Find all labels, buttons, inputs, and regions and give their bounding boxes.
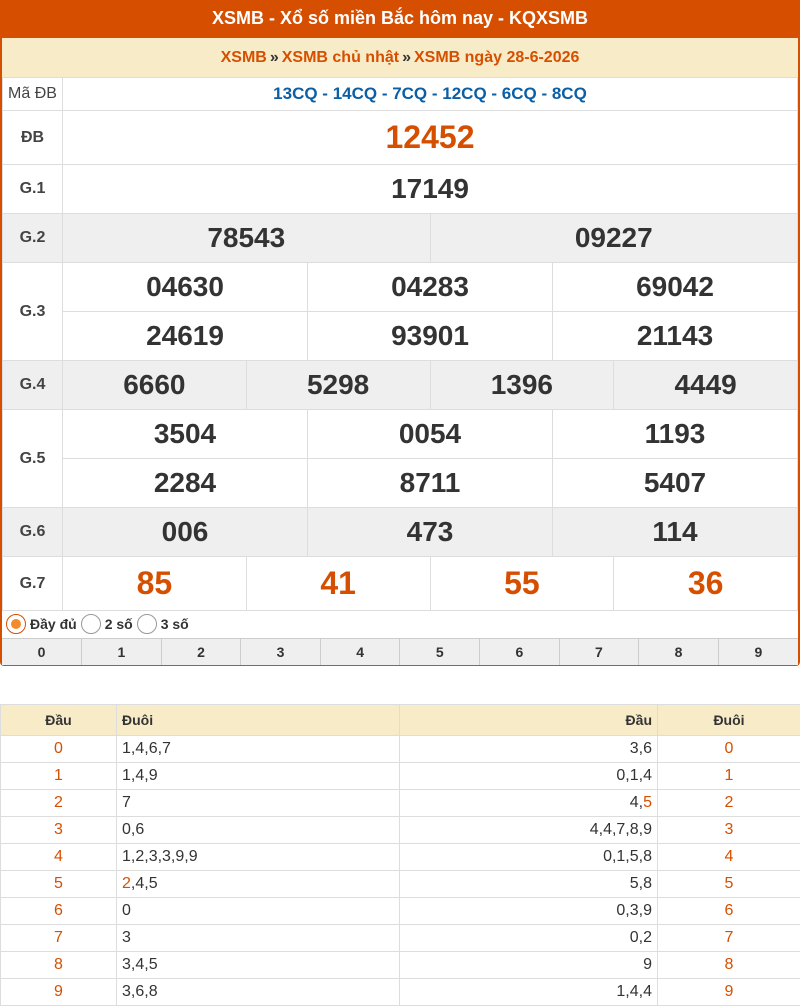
duoi-cell: 1,4,6,7	[117, 736, 400, 763]
dau-cell: 8	[1, 952, 117, 979]
radio-full-icon[interactable]	[6, 614, 26, 634]
duoi2-cell: 6	[658, 898, 800, 925]
g2-label: G.2	[3, 214, 63, 263]
duoi2-cell: 1	[658, 763, 800, 790]
ma-db-label: Mã ĐB	[3, 78, 63, 111]
radio-three-icon[interactable]	[137, 614, 157, 634]
digit-filter-0[interactable]: 0	[2, 639, 82, 665]
loto-header	[1, 705, 800, 736]
dau-cell: 2	[1, 790, 117, 817]
table-row	[1, 898, 800, 925]
dau2-cell: 9	[400, 952, 658, 979]
g6-number: 473	[308, 508, 553, 557]
dau-cell: 0	[1, 736, 117, 763]
duoi2-cell: 5	[658, 871, 800, 898]
dau-cell: 5	[1, 871, 117, 898]
dau2-cell: 0,2	[400, 925, 658, 952]
duoi-cell: 7	[117, 790, 400, 817]
table-row	[1, 844, 800, 871]
highlighted-digit: 5	[643, 794, 652, 811]
duoi2-cell: 2	[658, 790, 800, 817]
digit-filter-6[interactable]: 6	[480, 639, 560, 665]
duoi2-cell: 4	[658, 844, 800, 871]
duoi2-cell: 8	[658, 952, 800, 979]
option-two-digits[interactable]	[81, 614, 133, 634]
duoi-cell: 3	[117, 925, 400, 952]
digit-filter	[2, 638, 798, 665]
dau2-cell: 5,8	[400, 871, 658, 898]
loto-body	[1, 736, 800, 1006]
dau-cell: 9	[1, 979, 117, 1006]
table-row	[1, 817, 800, 844]
duoi-cell: 2,4,5	[117, 871, 400, 898]
g7-number: 55	[430, 557, 614, 611]
table-row	[1, 790, 800, 817]
digit-filter-4[interactable]: 4	[320, 639, 400, 665]
g6-number: 006	[63, 508, 308, 557]
g5-number: 3504	[63, 410, 308, 459]
g7-number: 41	[246, 557, 430, 611]
table-row	[1, 736, 800, 763]
g5-label: G.5	[3, 410, 63, 508]
g3-number: 04630	[63, 263, 308, 312]
row-g7	[3, 557, 798, 611]
duoi-cell: 3,6,8	[117, 979, 400, 1006]
duoi2-cell: 9	[658, 979, 800, 1006]
g4-label: G.4	[3, 361, 63, 410]
g6-number: 114	[553, 508, 798, 557]
dau-cell: 3	[1, 817, 117, 844]
display-options	[2, 610, 798, 638]
option-three-label: 3 số	[160, 616, 189, 632]
g5-number: 2284	[63, 459, 308, 508]
g3-number: 21143	[553, 312, 798, 361]
table-row	[1, 925, 800, 952]
g5-number: 8711	[308, 459, 553, 508]
dau2-cell: 0,1,5,8	[400, 844, 658, 871]
dau2-cell: 0,1,4	[400, 763, 658, 790]
table-row	[1, 952, 800, 979]
g4-number: 4449	[614, 361, 798, 410]
option-three-digits[interactable]	[137, 614, 189, 634]
g5-number: 5407	[553, 459, 798, 508]
g2-number: 78543	[63, 214, 431, 263]
table-row	[1, 871, 800, 898]
digit-filter-8[interactable]: 8	[639, 639, 719, 665]
duoi2-cell: 3	[658, 817, 800, 844]
header-duoi2: Đuôi	[658, 705, 800, 736]
breadcrumb-separator: »	[269, 49, 279, 66]
g5-number: 0054	[308, 410, 553, 459]
option-full[interactable]	[6, 614, 77, 634]
db-number: 12452	[63, 111, 798, 165]
row-g3	[3, 312, 798, 361]
dau2-cell: 4,5	[400, 790, 658, 817]
digit-filter-5[interactable]: 5	[400, 639, 480, 665]
g6-label: G.6	[3, 508, 63, 557]
g4-number: 1396	[430, 361, 614, 410]
dau-cell: 7	[1, 925, 117, 952]
header-dau: Đầu	[1, 705, 117, 736]
dau-cell: 4	[1, 844, 117, 871]
g3-number: 69042	[553, 263, 798, 312]
breadcrumb	[2, 38, 798, 77]
duoi-cell: 0,6	[117, 817, 400, 844]
g7-label: G.7	[3, 557, 63, 611]
g2-number: 09227	[430, 214, 798, 263]
table-row	[1, 763, 800, 790]
dau2-cell: 0,3,9	[400, 898, 658, 925]
row-g4	[3, 361, 798, 410]
g5-number: 1193	[553, 410, 798, 459]
dau2-cell: 4,4,7,8,9	[400, 817, 658, 844]
row-db	[3, 111, 798, 165]
results-table	[2, 77, 798, 611]
duoi-cell: 0	[117, 898, 400, 925]
digit-filter-7[interactable]: 7	[559, 639, 639, 665]
dau2-cell: 3,6	[400, 736, 658, 763]
duoi2-cell: 0	[658, 736, 800, 763]
breadcrumb-xsmb-sunday[interactable]: XSMB chủ nhật	[281, 49, 400, 66]
row-g5	[3, 459, 798, 508]
page-title: XSMB - Xổ số miền Bắc hôm nay - KQXSMB	[0, 0, 800, 38]
duoi2-cell: 7	[658, 925, 800, 952]
duoi-cell: 1,4,9	[117, 763, 400, 790]
g3-number: 04283	[308, 263, 553, 312]
breadcrumb-separator: »	[402, 49, 411, 66]
dau-cell: 1	[1, 763, 117, 790]
table-row	[1, 979, 800, 1006]
row-g6	[3, 508, 798, 557]
row-g5	[3, 410, 798, 459]
g3-number: 93901	[308, 312, 553, 361]
duoi-cell: 3,4,5	[117, 952, 400, 979]
radio-two-icon[interactable]	[81, 614, 101, 634]
option-two-label: 2 số	[104, 616, 133, 632]
dau2-cell: 1,4,4	[400, 979, 658, 1006]
g1-label: G.1	[3, 165, 63, 214]
g4-number: 6660	[63, 361, 247, 410]
db-label: ĐB	[3, 111, 63, 165]
header-duoi: Đuôi	[117, 705, 400, 736]
header-dau2: Đầu	[400, 705, 658, 736]
g7-number: 36	[614, 557, 798, 611]
loto-table	[0, 704, 800, 1006]
g1-number: 17149	[63, 165, 798, 214]
g3-number: 24619	[63, 312, 308, 361]
row-g1	[3, 165, 798, 214]
dau-cell: 6	[1, 898, 117, 925]
g3-label: G.3	[3, 263, 63, 361]
digit-filter-3[interactable]: 3	[241, 639, 321, 665]
ma-db-value: 13CQ - 14CQ - 7CQ - 12CQ - 6CQ - 8CQ	[63, 78, 798, 111]
option-full-label: Đầy đủ	[30, 616, 77, 632]
breadcrumb-xsmb-date[interactable]: XSMB ngày 28-6-2026	[413, 49, 580, 66]
duoi-cell: 1,2,3,3,9,9	[117, 844, 400, 871]
breadcrumb-xsmb[interactable]: XSMB	[220, 49, 267, 66]
row-ma-db	[3, 78, 798, 111]
digit-filter-2[interactable]: 2	[161, 639, 241, 665]
highlighted-digit: 2	[122, 875, 131, 892]
digit-filter-9[interactable]: 9	[718, 639, 798, 665]
g7-number: 85	[63, 557, 247, 611]
digit-filter-1[interactable]: 1	[82, 639, 162, 665]
row-g3	[3, 263, 798, 312]
row-g2	[3, 214, 798, 263]
g4-number: 5298	[246, 361, 430, 410]
